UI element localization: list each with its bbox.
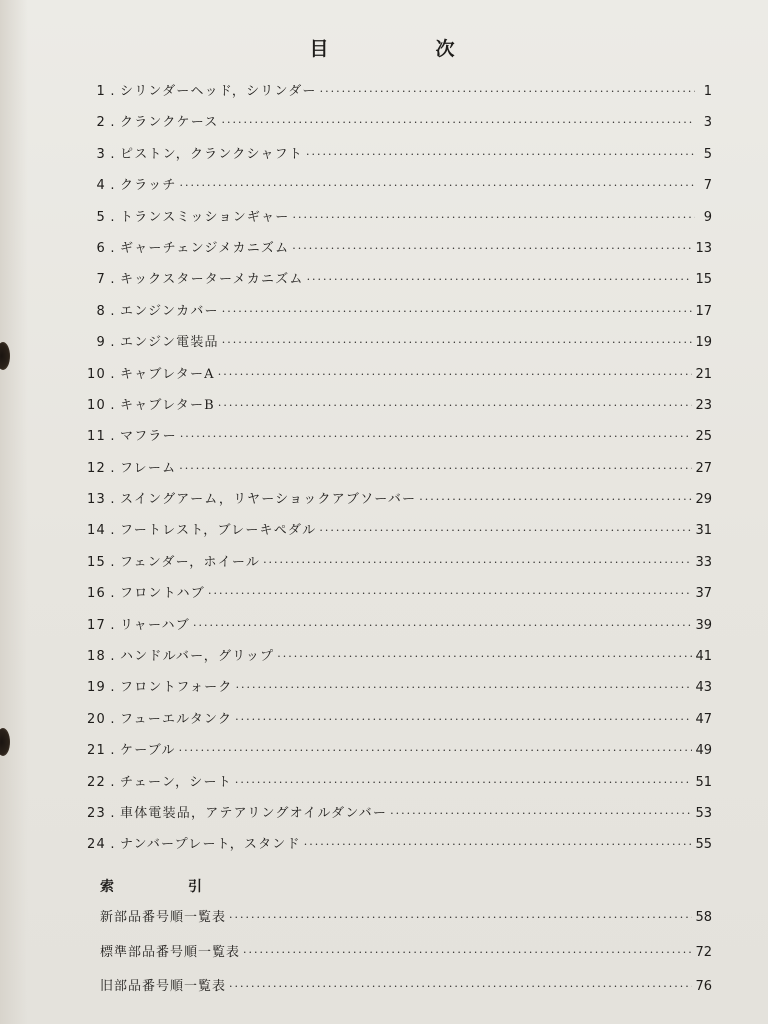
dot-leader — [235, 713, 692, 726]
dot-leader — [179, 744, 693, 757]
toc-entry-page: 19 — [695, 335, 712, 351]
toc-entry[interactable] — [72, 676, 712, 707]
toc-entry-page: 55 — [695, 837, 712, 853]
toc-entry-number: 8 — [96, 303, 106, 319]
toc-entry-separator: . — [110, 586, 116, 602]
toc-entry-page: 15 — [695, 272, 712, 288]
toc-entry-page: 29 — [695, 492, 712, 508]
toc-entry-title: フェンダー，ホイール — [120, 554, 261, 570]
dot-leader — [180, 430, 693, 443]
toc-entry-separator: . — [110, 272, 116, 288]
toc-entry-page: 51 — [695, 774, 712, 790]
toc-entry[interactable] — [72, 739, 712, 770]
toc-entry-number: 18 — [87, 649, 106, 665]
toc-entry-separator: . — [110, 743, 116, 759]
toc-entry-separator: . — [110, 711, 116, 727]
toc-entry-title: ギャーチェンジメカニズム — [120, 240, 290, 256]
toc-entry-page: 1 — [703, 84, 712, 99]
toc-entry-page: 39 — [695, 617, 712, 633]
toc-entry-page: 43 — [695, 680, 712, 696]
dot-leader — [179, 462, 692, 475]
index-entry[interactable] — [100, 906, 712, 941]
toc-entry-number: 17 — [87, 617, 106, 633]
index-entry[interactable] — [100, 975, 712, 1010]
toc-entry-page: 25 — [695, 429, 712, 445]
toc-entry-page: 33 — [695, 554, 712, 570]
toc-entry[interactable] — [72, 645, 712, 676]
dot-leader — [193, 619, 692, 632]
toc-entry-page: 13 — [695, 240, 712, 256]
dot-leader — [307, 273, 693, 286]
toc-entry[interactable] — [72, 833, 712, 864]
toc-entry-number: 24 — [87, 837, 106, 853]
toc-entry-page: 37 — [695, 586, 712, 602]
toc-entry-page: 53 — [695, 805, 712, 821]
toc-entry-page: 21 — [695, 366, 712, 382]
dot-leader — [243, 946, 692, 959]
toc-entry[interactable] — [72, 582, 712, 613]
dot-leader — [208, 587, 693, 600]
dot-leader — [236, 681, 693, 694]
toc-entry-number: 11 — [87, 429, 106, 445]
toc-entry-title: フューエルタンク — [120, 711, 233, 727]
toc-entry-title: ピストン，クランクシャフト — [120, 146, 304, 162]
toc-entry[interactable] — [72, 614, 712, 645]
toc-entry-number: 3 — [96, 146, 106, 162]
toc-entry[interactable] — [72, 708, 712, 739]
dot-leader — [218, 399, 693, 412]
toc-entry-page: 23 — [695, 397, 712, 413]
toc-entry-number: 1 — [96, 84, 106, 99]
dot-leader — [293, 211, 696, 224]
index-entry-page: 58 — [695, 910, 712, 925]
toc-entry-number: 16 — [87, 586, 106, 602]
toc-entry[interactable] — [72, 331, 712, 362]
dot-leader — [222, 116, 696, 129]
index-entry-title: 標準部品番号順一覧表 — [100, 944, 241, 960]
toc-entry-page: 47 — [695, 711, 712, 727]
toc-entry-number: 14 — [87, 523, 106, 539]
toc-entry-number: 10 — [87, 366, 106, 382]
toc-entry[interactable] — [72, 80, 712, 111]
dot-leader — [222, 305, 693, 318]
toc-entry-title: クラッチ — [120, 178, 177, 194]
toc-entry-page: 9 — [703, 209, 712, 225]
toc-entry-page: 5 — [703, 146, 712, 162]
toc-entry-separator: . — [110, 429, 116, 445]
toc-entry-separator: . — [110, 837, 116, 853]
toc-entry[interactable] — [72, 457, 712, 488]
toc-entry-separator: . — [110, 774, 116, 790]
toc-entry-title: キャブレターB — [120, 397, 215, 413]
toc-entry-separator: . — [110, 115, 116, 131]
dot-leader — [218, 368, 693, 381]
toc-entry-number: 21 — [87, 743, 106, 759]
toc-entry-title: フレーム — [120, 460, 177, 476]
toc-entry-title: クランクケース — [120, 115, 219, 131]
toc-entry-number: 9 — [96, 335, 106, 351]
toc-entry-separator: . — [110, 492, 116, 508]
toc-entry-separator: . — [110, 460, 116, 476]
dot-leader — [277, 650, 692, 663]
index-entry-title: 旧部品番号順一覧表 — [100, 979, 227, 994]
toc-entry-title: 車体電装品，アテアリングオイルダンバー — [120, 805, 388, 821]
dot-leader — [235, 776, 693, 789]
toc-entry[interactable] — [72, 394, 712, 425]
toc-entry[interactable] — [72, 802, 712, 833]
toc-entry[interactable] — [72, 488, 712, 519]
toc-entry[interactable] — [72, 425, 712, 456]
toc-entry-number: 2 — [96, 115, 106, 131]
toc-entry[interactable] — [72, 143, 712, 174]
toc-entry-title: ケーブル — [120, 743, 176, 759]
toc-entry-page: 27 — [695, 460, 712, 476]
dot-leader — [263, 556, 692, 569]
toc-entry-title: シリンダーヘッド，シリンダー — [120, 84, 317, 99]
toc-entry-number: 12 — [87, 460, 106, 476]
toc-entry-separator: . — [110, 84, 116, 99]
toc-entry-page: 7 — [703, 178, 712, 194]
index-entry-page: 76 — [695, 979, 712, 994]
page-title: 目 次 — [309, 38, 499, 60]
toc-entry[interactable] — [72, 206, 712, 237]
toc-entry-number: 15 — [87, 554, 106, 570]
toc-entry-separator: . — [110, 649, 116, 665]
page-edge-shadow — [0, 0, 28, 1024]
toc-entry-number: 7 — [96, 272, 106, 288]
dot-leader — [229, 911, 692, 924]
dot-leader — [229, 980, 692, 993]
toc-entry-separator: . — [110, 805, 116, 821]
toc-entry-title: キャブレターA — [120, 366, 215, 382]
toc-entry-title: フートレスト，ブレーキペダル — [120, 523, 317, 539]
index-list — [100, 906, 712, 1010]
toc-entry-separator: . — [110, 680, 116, 696]
toc-entry-page: 17 — [695, 303, 712, 319]
toc-entry[interactable] — [72, 111, 712, 142]
toc-entry-title: チェーン，シート — [120, 774, 232, 790]
toc-entry-page: 31 — [695, 523, 712, 539]
toc-entry-title: フロントハブ — [120, 586, 205, 602]
toc-entry-title: リャーハブ — [120, 617, 190, 633]
toc-entry-number: 19 — [87, 680, 106, 696]
toc-entry-title: エンジン電装品 — [120, 335, 219, 351]
dot-leader — [304, 838, 693, 851]
toc-entry-separator: . — [110, 178, 116, 194]
dot-leader — [390, 807, 692, 820]
toc-entry-number: 6 — [96, 240, 106, 256]
toc-entry-separator: . — [110, 366, 116, 382]
toc-entry-separator: . — [110, 240, 116, 256]
toc-entry-title: スイングアーム，リヤーショックアブソーバー — [120, 492, 417, 508]
toc-entry-page: 41 — [695, 649, 712, 665]
toc-entry-page: 3 — [703, 115, 712, 131]
dot-leader — [292, 242, 692, 255]
toc-entry-separator: . — [110, 335, 116, 351]
index-heading: 索 引 — [100, 879, 232, 895]
toc-entry-number: 23 — [87, 805, 106, 821]
toc-entry[interactable] — [72, 363, 712, 394]
toc-entry-number: 13 — [87, 492, 106, 508]
toc-entry-title: フロントフォーク — [120, 680, 233, 696]
dot-leader — [319, 524, 692, 537]
toc-entry[interactable] — [72, 174, 712, 205]
index-entry-page: 72 — [695, 944, 712, 960]
toc-entry-number: 20 — [87, 711, 106, 727]
dot-leader — [222, 336, 693, 349]
toc-entry-title: ハンドルバー，グリップ — [120, 649, 275, 665]
toc-entry[interactable] — [72, 300, 712, 331]
toc-entry-title: マフラー — [120, 429, 177, 445]
toc-entry[interactable] — [72, 237, 712, 268]
dot-leader — [320, 85, 695, 98]
toc-entry-title: キックスターターメカニズム — [120, 272, 304, 288]
toc-entry-title: トランスミッションギャー — [120, 209, 290, 225]
toc-entry-separator: . — [110, 397, 116, 413]
dot-leader — [419, 493, 692, 506]
dot-leader — [180, 179, 695, 192]
dot-leader — [306, 148, 695, 161]
toc-entry[interactable] — [72, 519, 712, 550]
toc-entry-separator: . — [110, 554, 116, 570]
toc-entry[interactable] — [72, 551, 712, 582]
index-entry[interactable] — [100, 941, 712, 976]
toc-entry-title: ナンバープレート，スタンド — [120, 837, 301, 853]
toc-entry-separator: . — [110, 523, 116, 539]
toc-entry-page: 49 — [695, 743, 712, 759]
toc-entry-separator: . — [110, 146, 116, 162]
index-entry-title: 新部品番号順一覧表 — [100, 910, 227, 925]
toc-entry-separator: . — [110, 303, 116, 319]
toc-entry-title: エンジンカバー — [120, 303, 219, 319]
toc-entry-number: 4 — [96, 178, 106, 194]
toc-entry-number: 10 — [87, 397, 106, 413]
toc-entry-separator: . — [110, 617, 116, 633]
toc-entry-number: 22 — [87, 774, 106, 790]
toc-entry-number: 5 — [96, 209, 106, 225]
toc-entry[interactable] — [72, 771, 712, 802]
toc-entry-separator: . — [110, 209, 116, 225]
table-of-contents — [72, 80, 712, 865]
toc-entry[interactable] — [72, 268, 712, 299]
